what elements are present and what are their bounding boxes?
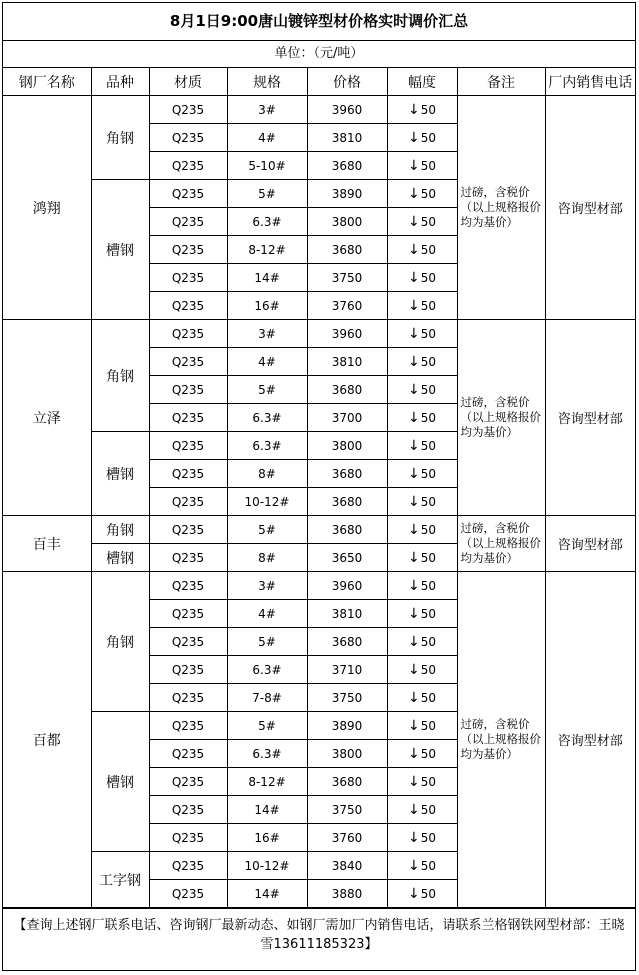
down-arrow-icon: ↓ — [407, 185, 420, 202]
change-value: 50 — [420, 690, 436, 705]
product-kind: 角钢 — [91, 96, 149, 180]
change-cell — [387, 544, 457, 572]
price-cell: 3680 — [307, 516, 387, 544]
change-value: 50 — [420, 186, 436, 201]
change-value: 50 — [420, 774, 436, 789]
mill-name: 百都 — [3, 572, 91, 908]
down-arrow-icon: ↓ — [407, 437, 420, 454]
price-cell: 3710 — [307, 656, 387, 684]
spec-cell: 5# — [227, 376, 307, 404]
change-value: 50 — [420, 270, 436, 285]
mill-name: 立泽 — [3, 320, 91, 516]
change-value: 50 — [420, 578, 436, 593]
header-spec: 规格 — [227, 68, 307, 96]
spec-cell: 3# — [227, 96, 307, 124]
material-cell: Q235 — [149, 292, 227, 320]
price-cell: 3680 — [307, 628, 387, 656]
material-cell: Q235 — [149, 208, 227, 236]
spec-cell: 5# — [227, 712, 307, 740]
down-arrow-icon: ↓ — [407, 549, 420, 566]
price-cell: 3680 — [307, 488, 387, 516]
price-cell: 3840 — [307, 852, 387, 880]
price-cell: 3650 — [307, 544, 387, 572]
material-cell: Q235 — [149, 460, 227, 488]
header-kind: 品种 — [91, 68, 149, 96]
change-value: 50 — [420, 886, 436, 901]
spec-cell: 8# — [227, 460, 307, 488]
material-cell: Q235 — [149, 236, 227, 264]
price-cell: 3800 — [307, 432, 387, 460]
note-cell: 过磅，含税价（以上规格报价均为基价） — [457, 96, 545, 320]
change-cell — [387, 516, 457, 544]
table-header-row — [3, 68, 635, 96]
down-arrow-icon: ↓ — [407, 577, 420, 594]
change-cell — [387, 320, 457, 348]
change-cell — [387, 796, 457, 824]
price-cell: 3960 — [307, 96, 387, 124]
spec-cell: 16# — [227, 824, 307, 852]
spec-cell: 10-12# — [227, 852, 307, 880]
material-cell: Q235 — [149, 712, 227, 740]
product-kind: 工字钢 — [91, 852, 149, 908]
down-arrow-icon: ↓ — [407, 157, 420, 174]
down-arrow-icon: ↓ — [407, 521, 420, 538]
product-kind: 角钢 — [91, 516, 149, 544]
down-arrow-icon: ↓ — [407, 213, 420, 230]
note-cell: 过磅，含税价（以上规格报价均为基价） — [457, 320, 545, 516]
contact-cell: 咨询型材部 — [545, 516, 635, 572]
change-value: 50 — [420, 410, 436, 425]
down-arrow-icon: ↓ — [407, 689, 420, 706]
product-kind: 槽钢 — [91, 544, 149, 572]
price-cell: 3960 — [307, 320, 387, 348]
change-value: 50 — [420, 830, 436, 845]
change-value: 50 — [420, 382, 436, 397]
spec-cell: 8-12# — [227, 768, 307, 796]
change-value: 50 — [420, 662, 436, 677]
price-sheet — [2, 2, 636, 971]
material-cell: Q235 — [149, 852, 227, 880]
down-arrow-icon: ↓ — [407, 885, 420, 902]
material-cell: Q235 — [149, 684, 227, 712]
price-cell: 3890 — [307, 180, 387, 208]
down-arrow-icon: ↓ — [407, 801, 420, 818]
material-cell: Q235 — [149, 656, 227, 684]
change-value: 50 — [420, 802, 436, 817]
change-value: 50 — [420, 746, 436, 761]
change-value: 50 — [420, 242, 436, 257]
material-cell: Q235 — [149, 180, 227, 208]
material-cell: Q235 — [149, 348, 227, 376]
material-cell: Q235 — [149, 796, 227, 824]
change-value: 50 — [420, 550, 436, 565]
price-cell: 3680 — [307, 376, 387, 404]
table-row — [3, 96, 635, 124]
spec-cell: 5# — [227, 180, 307, 208]
down-arrow-icon: ↓ — [407, 269, 420, 286]
page-title: 8月1日9:00唐山镀锌型材价格实时调价汇总 — [3, 3, 635, 41]
down-arrow-icon: ↓ — [407, 297, 420, 314]
material-cell: Q235 — [149, 432, 227, 460]
price-cell: 3750 — [307, 684, 387, 712]
price-cell: 3810 — [307, 124, 387, 152]
down-arrow-icon: ↓ — [407, 241, 420, 258]
spec-cell: 6.3# — [227, 432, 307, 460]
spec-cell: 3# — [227, 320, 307, 348]
spec-cell: 14# — [227, 264, 307, 292]
material-cell: Q235 — [149, 824, 227, 852]
change-cell — [387, 488, 457, 516]
down-arrow-icon: ↓ — [407, 465, 420, 482]
change-cell — [387, 656, 457, 684]
change-cell — [387, 152, 457, 180]
product-kind: 槽钢 — [91, 432, 149, 516]
spec-cell: 14# — [227, 796, 307, 824]
contact-cell: 咨询型材部 — [545, 320, 635, 516]
change-cell — [387, 96, 457, 124]
mill-name: 百丰 — [3, 516, 91, 572]
price-cell: 3960 — [307, 572, 387, 600]
header-change: 幅度 — [387, 68, 457, 96]
price-cell: 3810 — [307, 348, 387, 376]
material-cell: Q235 — [149, 740, 227, 768]
change-cell — [387, 572, 457, 600]
change-value: 50 — [420, 858, 436, 873]
spec-cell: 10-12# — [227, 488, 307, 516]
down-arrow-icon: ↓ — [407, 605, 420, 622]
material-cell: Q235 — [149, 320, 227, 348]
price-cell: 3800 — [307, 740, 387, 768]
change-value: 50 — [420, 634, 436, 649]
material-cell: Q235 — [149, 628, 227, 656]
spec-cell: 6.3# — [227, 656, 307, 684]
spec-cell: 8# — [227, 544, 307, 572]
spec-cell: 14# — [227, 880, 307, 908]
material-cell: Q235 — [149, 768, 227, 796]
spec-cell: 4# — [227, 600, 307, 628]
down-arrow-icon: ↓ — [407, 773, 420, 790]
price-cell: 3680 — [307, 152, 387, 180]
down-arrow-icon: ↓ — [407, 353, 420, 370]
spec-cell: 8-12# — [227, 236, 307, 264]
header-contact: 厂内销售电话 — [545, 68, 635, 96]
change-cell — [387, 376, 457, 404]
change-value: 50 — [420, 354, 436, 369]
down-arrow-icon: ↓ — [407, 325, 420, 342]
spec-cell: 6.3# — [227, 740, 307, 768]
spec-cell: 3# — [227, 572, 307, 600]
change-cell — [387, 600, 457, 628]
note-cell: 过磅，含税价（以上规格报价均为基价） — [457, 572, 545, 908]
price-cell: 3810 — [307, 600, 387, 628]
footer-note: 【查询上述钢厂联系电话、咨询钢厂最新动态、如钢厂需加厂内销售电话，请联系兰格钢铁网型材部：王晓雪13611185323】 — [3, 908, 635, 968]
down-arrow-icon: ↓ — [407, 829, 420, 846]
change-value: 50 — [420, 102, 436, 117]
spec-cell: 5# — [227, 516, 307, 544]
price-cell: 3680 — [307, 460, 387, 488]
material-cell: Q235 — [149, 880, 227, 908]
material-cell: Q235 — [149, 572, 227, 600]
change-value: 50 — [420, 130, 436, 145]
change-cell — [387, 432, 457, 460]
change-cell — [387, 628, 457, 656]
change-cell — [387, 880, 457, 908]
table-row — [3, 572, 635, 600]
change-cell — [387, 236, 457, 264]
change-value: 50 — [420, 522, 436, 537]
down-arrow-icon: ↓ — [407, 101, 420, 118]
spec-cell: 6.3# — [227, 404, 307, 432]
price-cell: 3680 — [307, 236, 387, 264]
material-cell: Q235 — [149, 376, 227, 404]
change-cell — [387, 460, 457, 488]
change-value: 50 — [420, 214, 436, 229]
change-cell — [387, 124, 457, 152]
change-cell — [387, 348, 457, 376]
spec-cell: 5# — [227, 628, 307, 656]
change-value: 50 — [420, 158, 436, 173]
price-cell: 3890 — [307, 712, 387, 740]
down-arrow-icon: ↓ — [407, 381, 420, 398]
down-arrow-icon: ↓ — [407, 129, 420, 146]
price-cell: 3700 — [307, 404, 387, 432]
change-cell — [387, 208, 457, 236]
product-kind: 槽钢 — [91, 180, 149, 320]
spec-cell: 5-10# — [227, 152, 307, 180]
spec-cell: 4# — [227, 348, 307, 376]
mill-name: 鸿翔 — [3, 96, 91, 320]
down-arrow-icon: ↓ — [407, 409, 420, 426]
header-mill: 钢厂名称 — [3, 68, 91, 96]
change-value: 50 — [420, 606, 436, 621]
material-cell: Q235 — [149, 264, 227, 292]
product-kind: 角钢 — [91, 572, 149, 712]
change-cell — [387, 684, 457, 712]
note-cell: 过磅，含税价（以上规格报价均为基价） — [457, 516, 545, 572]
change-cell — [387, 292, 457, 320]
price-table — [3, 68, 635, 908]
price-cell: 3800 — [307, 208, 387, 236]
header-material: 材质 — [149, 68, 227, 96]
price-cell: 3760 — [307, 824, 387, 852]
change-cell — [387, 712, 457, 740]
down-arrow-icon: ↓ — [407, 661, 420, 678]
material-cell: Q235 — [149, 544, 227, 572]
material-cell: Q235 — [149, 96, 227, 124]
material-cell: Q235 — [149, 488, 227, 516]
change-cell — [387, 404, 457, 432]
change-value: 50 — [420, 438, 436, 453]
down-arrow-icon: ↓ — [407, 745, 420, 762]
change-value: 50 — [420, 326, 436, 341]
price-cell: 3750 — [307, 264, 387, 292]
material-cell: Q235 — [149, 600, 227, 628]
spec-cell: 7-8# — [227, 684, 307, 712]
header-price: 价格 — [307, 68, 387, 96]
change-cell — [387, 852, 457, 880]
table-row — [3, 320, 635, 348]
change-cell — [387, 768, 457, 796]
table-row — [3, 516, 635, 544]
table-body — [3, 96, 635, 908]
spec-cell: 6.3# — [227, 208, 307, 236]
down-arrow-icon: ↓ — [407, 717, 420, 734]
header-note: 备注 — [457, 68, 545, 96]
down-arrow-icon: ↓ — [407, 493, 420, 510]
price-cell: 3680 — [307, 768, 387, 796]
change-cell — [387, 264, 457, 292]
material-cell: Q235 — [149, 404, 227, 432]
price-cell: 3760 — [307, 292, 387, 320]
change-value: 50 — [420, 298, 436, 313]
product-kind: 槽钢 — [91, 712, 149, 852]
change-cell — [387, 740, 457, 768]
down-arrow-icon: ↓ — [407, 633, 420, 650]
material-cell: Q235 — [149, 124, 227, 152]
change-value: 50 — [420, 718, 436, 733]
change-value: 50 — [420, 494, 436, 509]
material-cell: Q235 — [149, 516, 227, 544]
unit-label: 单位：（元/吨） — [3, 41, 635, 68]
change-value: 50 — [420, 466, 436, 481]
contact-cell: 咨询型材部 — [545, 96, 635, 320]
material-cell: Q235 — [149, 152, 227, 180]
contact-cell: 咨询型材部 — [545, 572, 635, 908]
change-cell — [387, 180, 457, 208]
price-cell: 3750 — [307, 796, 387, 824]
price-cell: 3880 — [307, 880, 387, 908]
spec-cell: 16# — [227, 292, 307, 320]
down-arrow-icon: ↓ — [407, 857, 420, 874]
change-cell — [387, 824, 457, 852]
spec-cell: 4# — [227, 124, 307, 152]
product-kind: 角钢 — [91, 320, 149, 432]
